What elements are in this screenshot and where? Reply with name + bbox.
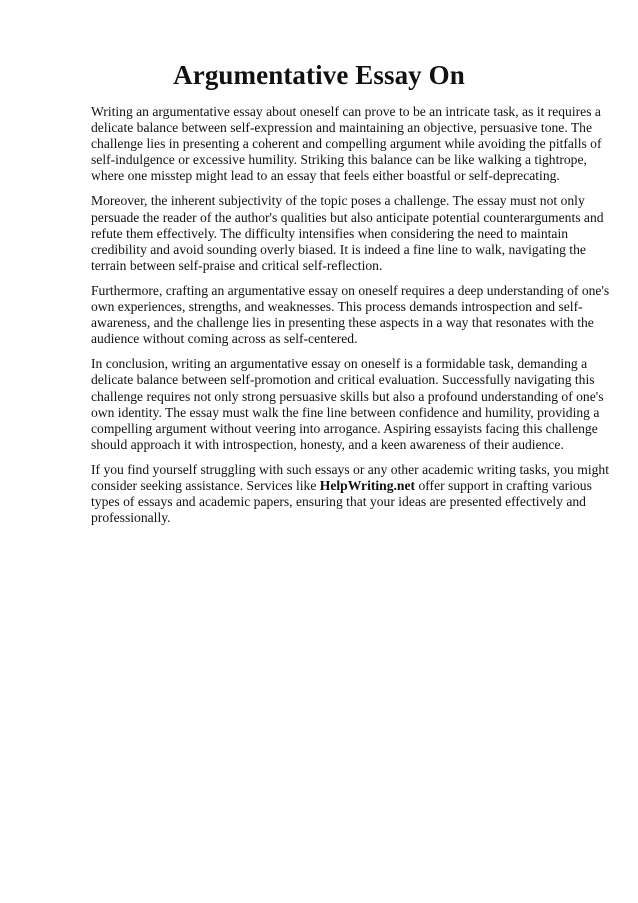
paragraph-line: delicate balance between self-promotion and critical evaluation. Successfully navigating this [91, 372, 595, 388]
paragraph-line: delicate balance between self-expression and maintaining an objective, persuasive tone. The [91, 120, 593, 136]
paragraph-line: challenge lies in presenting a coherent and compelling argument while avoiding the pitfalls of [91, 136, 602, 152]
paragraph-line: persuade the reader of the author's qualities but also anticipate potential counterarguments and [91, 209, 604, 225]
paragraph-4 [91, 356, 604, 453]
paragraph-line: Writing an argumentative essay about oneself can prove to be an intricate task, as it requires a [91, 104, 601, 119]
essay-title: Argumentative Essay On [173, 60, 465, 90]
paragraph-line: where one misstep might lead to an essay that feels either boastful or self-deprecating. [91, 168, 560, 184]
paragraph-line: should approach it with introspection, honesty, and a keen awareness of their audience. [91, 436, 564, 452]
closing-text-before: consider seeking assistance. Services like [91, 477, 320, 493]
paragraph-line: self-indulgence or excessive humility. Striking this balance can be like walking a tightrope, [91, 152, 587, 168]
paragraph-line: own identity. The essay must walk the fine line between confidence and humility, providing a [91, 404, 600, 420]
paragraph-line: types of essays and academic papers, ensuring that your ideas are presented effectively and [91, 494, 586, 510]
paragraph-1 [91, 104, 602, 184]
paragraph-line: In conclusion, writing an argumentative essay on oneself is a formidable task, demanding a [91, 356, 588, 372]
paragraph-line: refute them effectively. The difficulty intensifies when considering the need to maintain [91, 225, 569, 241]
paragraph-3 [91, 282, 610, 347]
paragraph-line: professionally. [91, 510, 171, 526]
paragraph-line: credibility and avoid sounding overly biased. It is indeed a fine line to walk, navigating the [91, 241, 586, 257]
paragraph-line: Furthermore, crafting an argumentative essay on oneself requires a deep understanding of one's [91, 282, 610, 298]
paragraph-line: awareness, and the challenge lies in presenting these aspects in a way that resonates with the [91, 315, 594, 331]
paragraph-line: own experiences, strengths, and weaknesses. This process demands introspection and self- [91, 299, 583, 315]
closing-paragraph [91, 461, 609, 526]
closing-text-after: offer support in crafting various [415, 477, 592, 493]
paragraph-line: challenge requires not only strong persuasive skills but also a profound understanding of one's [91, 388, 604, 404]
paragraph-line [91, 478, 596, 494]
paragraph-2 [91, 193, 604, 273]
essay-body [91, 104, 610, 535]
paragraph-line: terrain between self-praise and critical self-reflection. [91, 257, 383, 273]
paragraph-line: Moreover, the inherent subjectivity of the topic poses a challenge. The essay must not only [91, 193, 585, 209]
helpwriting-brand-link[interactable]: HelpWriting.net [319, 477, 416, 493]
paragraph-line: If you find yourself struggling with such essays or any other academic writing tasks, you might [91, 461, 609, 477]
paragraph-line: audience without coming across as self-centered. [91, 331, 358, 347]
paragraph-line: compelling argument without veering into arrogance. Aspiring essayists facing this challenge [91, 420, 598, 436]
